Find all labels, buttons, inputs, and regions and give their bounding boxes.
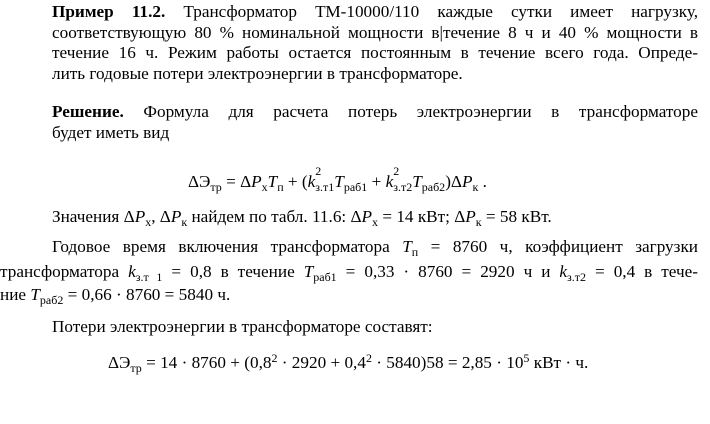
solution-text-1: Формула для расчета потерь электроэнергии в трансформаторе — [143, 102, 698, 121]
values-t3: найдем по табл. 11.6: Δ — [187, 207, 362, 226]
annual-l2-t1: трансформатора — [0, 262, 129, 281]
values-t4: = 14 кВт; Δ — [378, 207, 466, 226]
formula-k1-scripts — [315, 164, 335, 194]
formula-pk-sub: к — [472, 180, 479, 194]
result-sup3: 5 — [523, 351, 530, 365]
formula-px-sub: x — [261, 180, 268, 194]
annual-l3-s: раб2 — [39, 293, 64, 307]
values-s4: к — [475, 215, 482, 229]
formula-k1-sup: 2 — [315, 164, 322, 178]
solution-line-1 — [52, 102, 698, 122]
example-text-1: Трансформатор ТМ-10000/110 каждые сутки имеет нагрузку, — [183, 2, 699, 21]
annual-l2-t3: = 0,33 · 8760 = 2920 ч и — [336, 262, 560, 281]
formula-t: T — [267, 172, 278, 191]
formula-plus-open: + ( — [283, 172, 308, 191]
formula-k2-scripts — [393, 164, 413, 194]
formula-pk: P — [461, 172, 473, 191]
result-formula — [108, 351, 588, 375]
values-p1: P — [134, 207, 146, 226]
values-t5: = 58 кВт. — [481, 207, 552, 226]
formula-lhs-sub: тр — [210, 180, 222, 194]
annual-l2-k2: k — [559, 262, 568, 281]
values-p2: P — [170, 207, 182, 226]
example-line-3: течение 16 ч. Режим работы остается постоянным в течение всего года. Опреде- — [52, 43, 698, 62]
example-line-2: соответствующую 80 % номинальной мощности в|течение 8 ч и 40 % мощности в — [52, 23, 698, 42]
formula-tp-sub: п — [277, 180, 284, 194]
example-line-4: лить годовые потери электроэнергии в трансформаторе. — [52, 64, 463, 83]
formula-lhs: ΔЭ — [188, 172, 211, 191]
annual-l2-k: k — [128, 262, 136, 281]
values-t2: , Δ — [151, 207, 171, 226]
example-line-1 — [52, 2, 698, 22]
formula-trab2-sub: раб2 — [421, 180, 446, 194]
values-p3: P — [361, 207, 373, 226]
result-t1: = 14 · 8760 + (0,8 — [141, 353, 272, 372]
solution-heading: Решение. — [52, 102, 124, 121]
formula-close: )Δ — [445, 172, 462, 191]
formula-trab1-sub: раб1 — [343, 180, 368, 194]
formula-k2: k — [385, 172, 394, 191]
formula-eq: = Δ — [221, 172, 252, 191]
annual-l1-T: T — [402, 237, 412, 256]
formula-p: P — [251, 172, 262, 191]
formula-trab2: T — [412, 172, 422, 191]
annual-l2-Ts: раб1 — [313, 270, 337, 284]
annual-l3-T: T — [30, 285, 40, 304]
annual-line-2 — [0, 262, 698, 282]
values-t1: Значения Δ — [52, 207, 135, 226]
formula-k2-sup: 2 — [393, 164, 400, 178]
result-t4: кВт · ч. — [529, 353, 589, 372]
result-t2: · 2920 + 0,4 — [277, 353, 366, 372]
values-s3: x — [372, 215, 379, 229]
formula-end: . — [478, 172, 487, 191]
formula-k1: k — [307, 172, 316, 191]
annual-l1-s: п — [411, 245, 419, 259]
values-line — [52, 207, 552, 227]
annual-l2-t2: = 0,8 в течение — [162, 262, 304, 281]
result-sup1: 2 — [271, 351, 278, 365]
annual-l2-t4: = 0,4 в тече- — [586, 262, 699, 281]
formula-plus: + — [367, 172, 386, 191]
formula-k1-sub: з.т1 — [315, 180, 335, 194]
result-t3: · 5840)58 = 2,85 · 10 — [371, 353, 524, 372]
values-p4: P — [465, 207, 476, 226]
values-s1: x — [145, 215, 152, 229]
annual-l3-t1: ние — [0, 285, 31, 304]
result-lhs: ΔЭ — [108, 353, 131, 372]
annual-l2-ks: з.т 1 — [135, 270, 163, 284]
annual-l2-k2s: з.т2 — [567, 270, 587, 284]
loss-formula — [188, 164, 487, 194]
result-sup2: 2 — [365, 351, 372, 365]
losses-line: Потери электроэнергии в трансформаторе составят: — [52, 317, 433, 336]
annual-line-1 — [52, 237, 698, 257]
formula-trab1: T — [334, 172, 344, 191]
annual-line-3 — [0, 285, 230, 305]
annual-l1-t1: Годовое время включения трансформатора — [52, 237, 403, 256]
annual-l3-t2: = 0,66 · 8760 = 5840 ч. — [63, 285, 231, 304]
solution-line-2: будет иметь вид — [52, 123, 170, 142]
annual-l2-T: T — [303, 262, 314, 281]
formula-k2-sub: з.т2 — [393, 180, 413, 194]
example-heading: Пример 11.2. — [52, 2, 166, 21]
annual-l1-t2: = 8760 ч, коэффициент загрузки — [418, 237, 698, 256]
result-lhs-sub: тр — [130, 361, 142, 375]
values-s2: к — [181, 215, 188, 229]
